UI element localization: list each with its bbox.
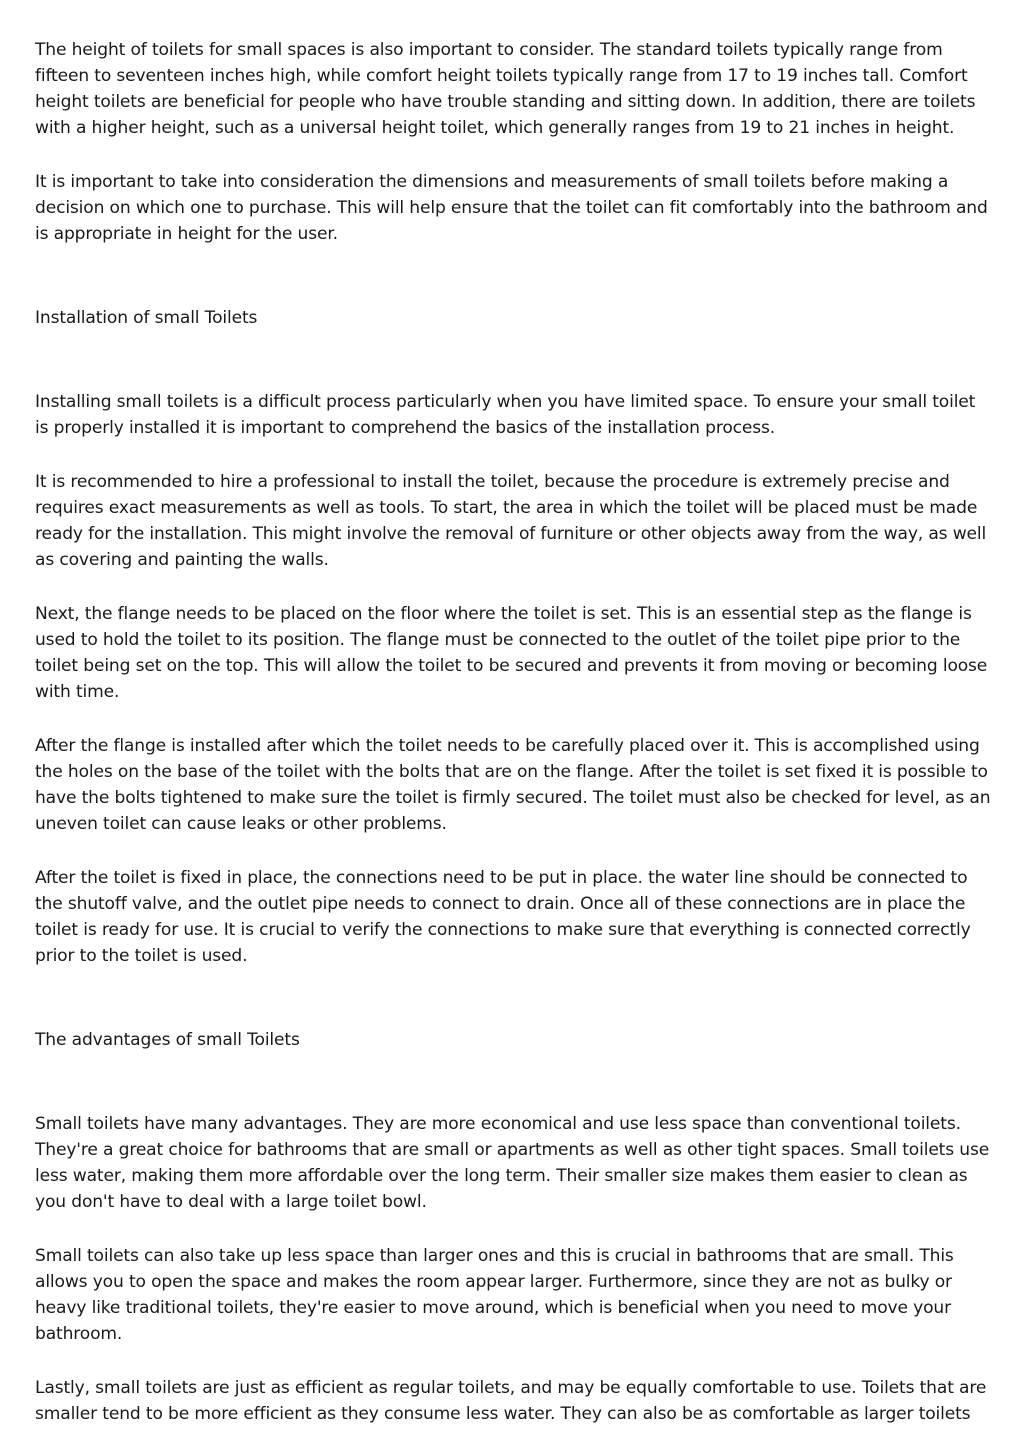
paragraph-connections: After the toilet is fixed in place, the connections need to be put in place. the water line should be connected to the shutoff valve, and the outlet pipe needs to connect to drain. Once all of these connections are in place the toilet is ready for use. It is crucial to verify the connections to make sure that everything is connected correctly prior to the toilet is used. — [35, 868, 971, 966]
paragraph-installation-intro: Installing small toilets is a difficult process particularly when you have limited space. To ensure your small toilet is properly installed it is important to comprehend the basics of the installation process. — [35, 392, 976, 438]
paragraph-gap — [35, 573, 993, 601]
paragraph-placing-toilet: After the flange is installed after which the toilet needs to be carefully placed over it. This is accomplished using the holes on the base of the toilet with the bolts that are on the flange. After the toilet is set fixed it is possible to have the bolts tightened to make sure the toilet is firmly secured. The toilet must also be checked for level, as an uneven toilet can cause leaks or other problems. — [35, 736, 991, 834]
paragraph-less-space: Small toilets can also take up less space than larger ones and this is crucial in bathrooms that are small. This allows you to open the space and makes the room appear larger. Furthermore, since they are not as bulky or heavy like traditional toilets, they're easier to move around, which is beneficial when you need to move your bathroom. — [35, 1246, 954, 1344]
paragraph-dimensions: It is important to take into consideration the dimensions and measurements of small toilets before making a decision on which one to purchase. This will help ensure that the toilet can fit comfortably into the bathroom and is appropriate in height for the user. — [35, 172, 988, 244]
section-gap — [35, 247, 993, 305]
heading-installation: Installation of small Toilets — [35, 308, 258, 328]
paragraph-advantages: Small toilets have many advantages. They are more economical and use less space than conventional toilets. They're a great choice for bathrooms that are small or apartments as well as other tight spaces. Small toilets use less water, making them more affordable over the long term. Their smaller size makes them easier to clean as you don't have to deal with a large toilet bowl. — [35, 1114, 990, 1212]
paragraph-gap — [35, 1215, 993, 1243]
paragraph-flange: Next, the flange needs to be placed on the floor where the toilet is set. This is an essential step as the flange is used to hold the toilet to its position. The flange must be connected to the outlet of the toilet pipe prior to the toilet being set on the top. This will allow the toilet to be secured and prevents it from moving or becoming loose with time. — [35, 604, 988, 702]
document-page — [35, 37, 993, 1427]
paragraph-gap — [35, 705, 993, 733]
section-gap — [35, 969, 993, 1027]
paragraph-gap — [35, 141, 993, 169]
paragraph-toilet-height: The height of toilets for small spaces is also important to consider. The standard toilets typically range from fifteen to seventeen inches high, while comfort height toilets typically range from 17 to 19 inches tall. Comfort height toilets are beneficial for people who have trouble standing and sitting down. In addition, there are toilets with a higher height, such as a universal height toilet, which generally ranges from 19 to 21 inches in height. — [35, 40, 976, 138]
paragraph-gap — [35, 441, 993, 469]
section-gap — [35, 331, 993, 389]
paragraph-efficiency: Lastly, small toilets are just as efficient as regular toilets, and may be equally comfortable to use. Toilets that are smaller tend to be more efficient as they consume less water. They can also be as comfortable as larger toilets — [35, 1378, 987, 1424]
section-gap — [35, 1053, 993, 1111]
heading-advantages: The advantages of small Toilets — [35, 1030, 300, 1050]
paragraph-gap — [35, 1347, 993, 1375]
paragraph-gap — [35, 837, 993, 865]
paragraph-hire-professional: It is recommended to hire a professional to install the toilet, because the procedure is extremely precise and requires exact measurements as well as tools. To start, the area in which the toilet will be placed must be made ready for the installation. This might involve the removal of furniture or other objects away from the way, as well as covering and painting the walls. — [35, 472, 987, 570]
